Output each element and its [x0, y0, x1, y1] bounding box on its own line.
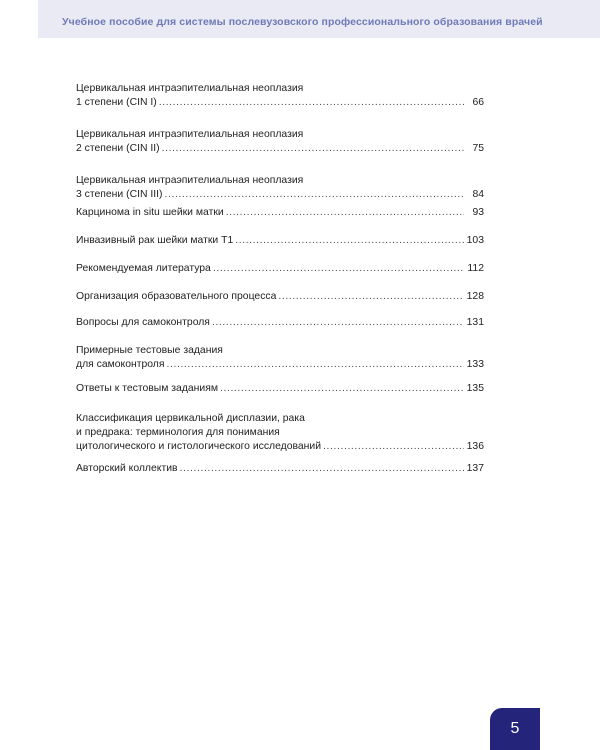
toc-leader-dots — [159, 96, 464, 110]
toc-entry-title: Ответы к тестовым заданиям — [76, 383, 218, 394]
toc-entry — [76, 344, 484, 372]
toc-line — [76, 142, 484, 156]
toc-line — [76, 290, 484, 304]
toc-entry — [76, 382, 484, 396]
toc-entry — [76, 262, 484, 276]
toc-line — [76, 344, 484, 358]
toc-leader-dots — [212, 316, 464, 330]
toc-entry — [76, 174, 484, 202]
toc-page-number: 135 — [466, 383, 484, 394]
toc-leader-dots — [323, 440, 464, 454]
toc-leader-dots — [164, 188, 464, 202]
toc-line — [76, 96, 484, 110]
toc-line — [76, 316, 484, 330]
toc-line — [76, 382, 484, 396]
toc-leader-dots — [167, 358, 465, 372]
toc-entry-title: цитологического и гистологического исследований — [76, 441, 322, 452]
toc-entry-title: 3 степени (CIN III) — [76, 189, 163, 200]
toc-entry-title: Рекомендуемая литература — [76, 263, 211, 274]
toc-leader-dots — [180, 462, 464, 476]
toc-entry-title: Примерные тестовые задания — [76, 345, 223, 356]
toc-entry-title: Организация образовательного процесса — [76, 291, 277, 302]
toc-entry-title: Карцинома in situ шейки матки — [76, 207, 224, 218]
toc-entry-title: и предрака: терминология для понимания — [76, 427, 280, 438]
toc-entry-title: Цервикальная интраэпителиальная неоплазия — [76, 83, 304, 94]
toc-entry-title: Классификация цервикальной дисплазии, рака — [76, 413, 305, 424]
toc-entry-title: Инвазивный рак шейки матки Т1 — [76, 235, 234, 246]
toc-page-number: 75 — [472, 143, 484, 154]
toc-entry-title: для самоконтроля — [76, 359, 165, 370]
toc-line — [76, 188, 484, 202]
toc-entry — [76, 206, 484, 220]
toc-page-number: 137 — [466, 463, 484, 474]
toc-line — [76, 174, 484, 188]
toc-leader-dots — [213, 262, 464, 276]
toc-entry — [76, 290, 484, 304]
toc-line — [76, 462, 484, 476]
toc-entry — [76, 234, 484, 248]
toc-entry-title: 2 степени (CIN II) — [76, 143, 160, 154]
toc-entry — [76, 82, 484, 110]
toc-entry-title: 1 степени (CIN I) — [76, 97, 157, 108]
page-number-badge — [490, 708, 540, 750]
toc-leader-dots — [226, 206, 464, 220]
toc-page-number: 136 — [466, 441, 484, 452]
toc-line — [76, 82, 484, 96]
toc-line — [76, 440, 484, 454]
toc-leader-dots — [220, 382, 464, 396]
toc-entry-title: Цервикальная интраэпителиальная неоплазия — [76, 175, 304, 186]
toc-line — [76, 206, 484, 220]
toc-page-number: 66 — [472, 97, 484, 108]
toc-entry — [76, 128, 484, 156]
toc-page-number: 112 — [467, 263, 484, 274]
toc-entry-title: Авторский коллектив — [76, 463, 178, 474]
toc-page-number: 131 — [466, 317, 484, 328]
toc-line — [76, 412, 484, 426]
toc-entry-title: Вопросы для самоконтроля — [76, 317, 210, 328]
toc-entry-title: Цервикальная интраэпителиальная неоплазия — [76, 129, 304, 140]
toc-page-number: 133 — [466, 359, 484, 370]
toc-entry — [76, 412, 484, 454]
toc-leader-dots — [162, 142, 464, 156]
toc-line — [76, 426, 484, 440]
toc-page-number: 128 — [466, 291, 484, 302]
toc-page-number: 84 — [472, 189, 484, 200]
toc-leader-dots — [278, 290, 464, 304]
toc-line — [76, 234, 484, 248]
page-number: 5 — [510, 720, 520, 737]
toc-line — [76, 128, 484, 142]
toc-page-number: 93 — [472, 207, 484, 218]
toc-entry — [76, 462, 484, 476]
toc-line — [76, 262, 484, 276]
toc-line — [76, 358, 484, 372]
running-header: Учебное пособие для системы послевузовского профессионального образования врачей — [62, 16, 543, 28]
toc-leader-dots — [235, 234, 464, 248]
toc-entry — [76, 316, 484, 330]
toc-page-number: 103 — [466, 235, 484, 246]
